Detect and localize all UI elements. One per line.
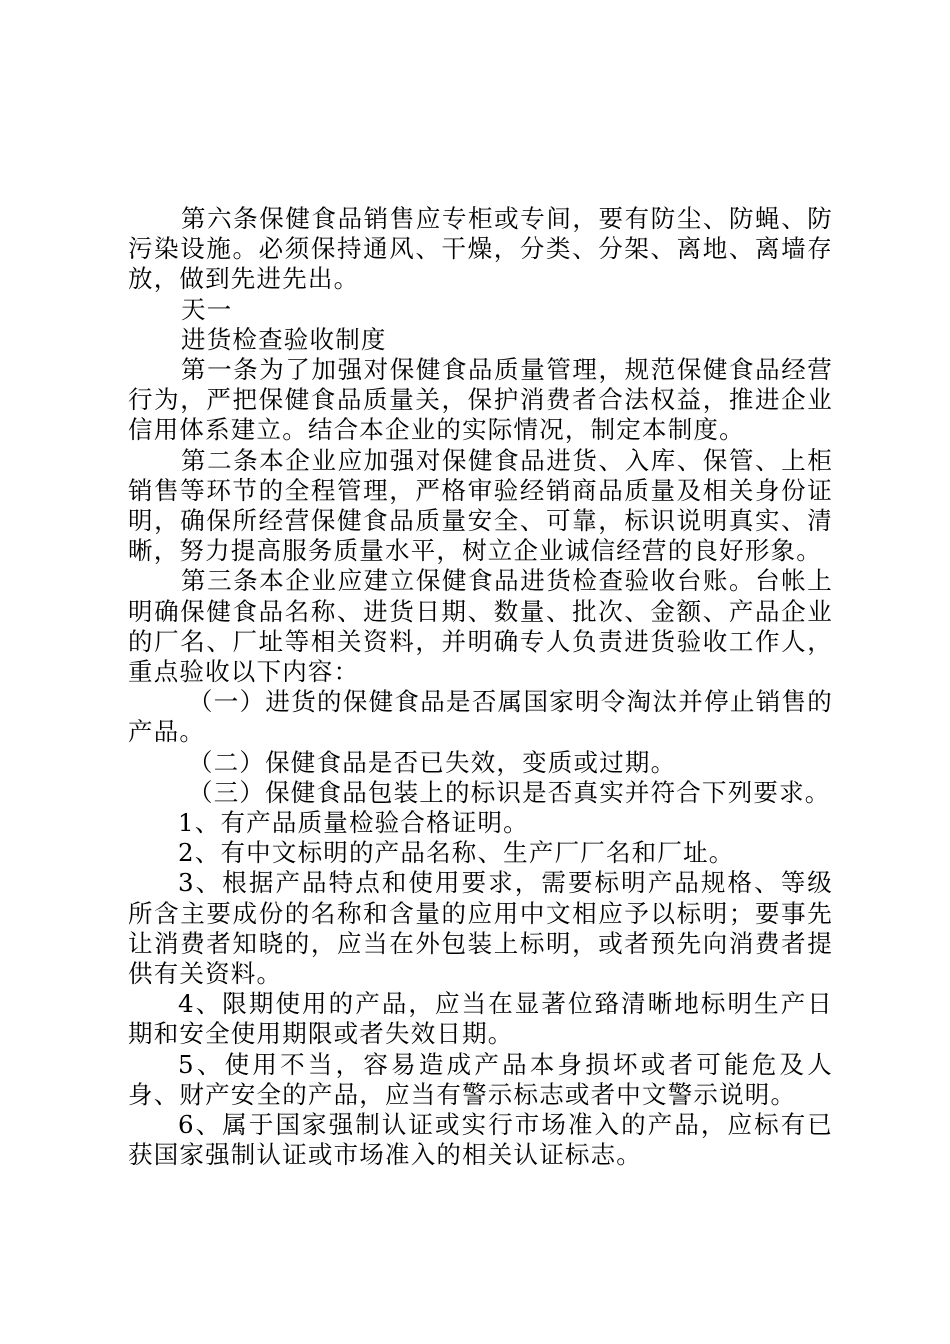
item-3-paragraph: （三）保健食品包装上的标识是否真实并符合下列要求。 <box>188 777 831 807</box>
article-2-paragraph: 第二条本企业应加强对保健食品进货、入库、保管、上柜销售等环节的全程管理，严格审验经销商品质量及相关身份证明，确保所经营保健食品质量安全、可靠，标识说明真实、清晰，努力提高服务质量水平，树立企业诚信经营的良好形象。 <box>128 445 833 566</box>
requirement-1: 1、有产品质量检验合格证明。 <box>178 808 529 838</box>
requirement-2: 2、有中文标明的产品名称、生产厂厂名和厂址。 <box>178 838 735 868</box>
article-1-paragraph: 第一条为了加强对保健食品质量管理，规范保健食品经营行为，严把保健食品质量关，保护消费者合法权益，推进企业信用体系建立。结合本企业的实际情况，制定本制度。 <box>128 355 833 445</box>
requirement-6: 6、属于国家强制认证或实行市场准入的产品，应标有已获国家强制认证或市场准入的相关认证标志。 <box>128 1110 833 1170</box>
requirement-4: 4、限期使用的产品，应当在显著位臵清晰地标明生产日期和安全使用期限或者失效日期。 <box>128 989 833 1049</box>
requirement-3: 3、根据产品特点和使用要求，需要标明产品规格、等级所含主要成份的名称和含量的应用中文相应予以标明；要事先让消费者知晓的，应当在外包装上标明，或者预先向消费者提供有关资料。 <box>128 868 833 989</box>
stray-text: 天一 <box>181 294 233 324</box>
item-1-paragraph: （一）进货的保健食品是否属国家明令淘汰并停止销售的产品。 <box>128 687 833 747</box>
item-2-paragraph: （二）保健食品是否已失效，变质或过期。 <box>188 747 677 777</box>
document-body <box>128 204 833 1171</box>
article-3-paragraph: 第三条本企业应建立保健食品进货检查验收台账。台帐上明确保健食品名称、进货日期、数量、批次、金额、产品企业的厂名、厂址等相关资料，并明确专人负责进货验收工作人，重点验收以下内容： <box>128 566 833 687</box>
section-title: 进货检查验收制度 <box>181 324 387 354</box>
requirement-5: 5、使用不当，容易造成产品本身损坏或者可能危及人身、财产安全的产品，应当有警示标志或者中文警示说明。 <box>128 1049 833 1109</box>
article-6-paragraph: 第六条保健食品销售应专柜或专间，要有防尘、防蝇、防污染设施。必须保持通风、干燥，分类、分架、离地、离墙存放，做到先进先出。 <box>128 204 833 294</box>
